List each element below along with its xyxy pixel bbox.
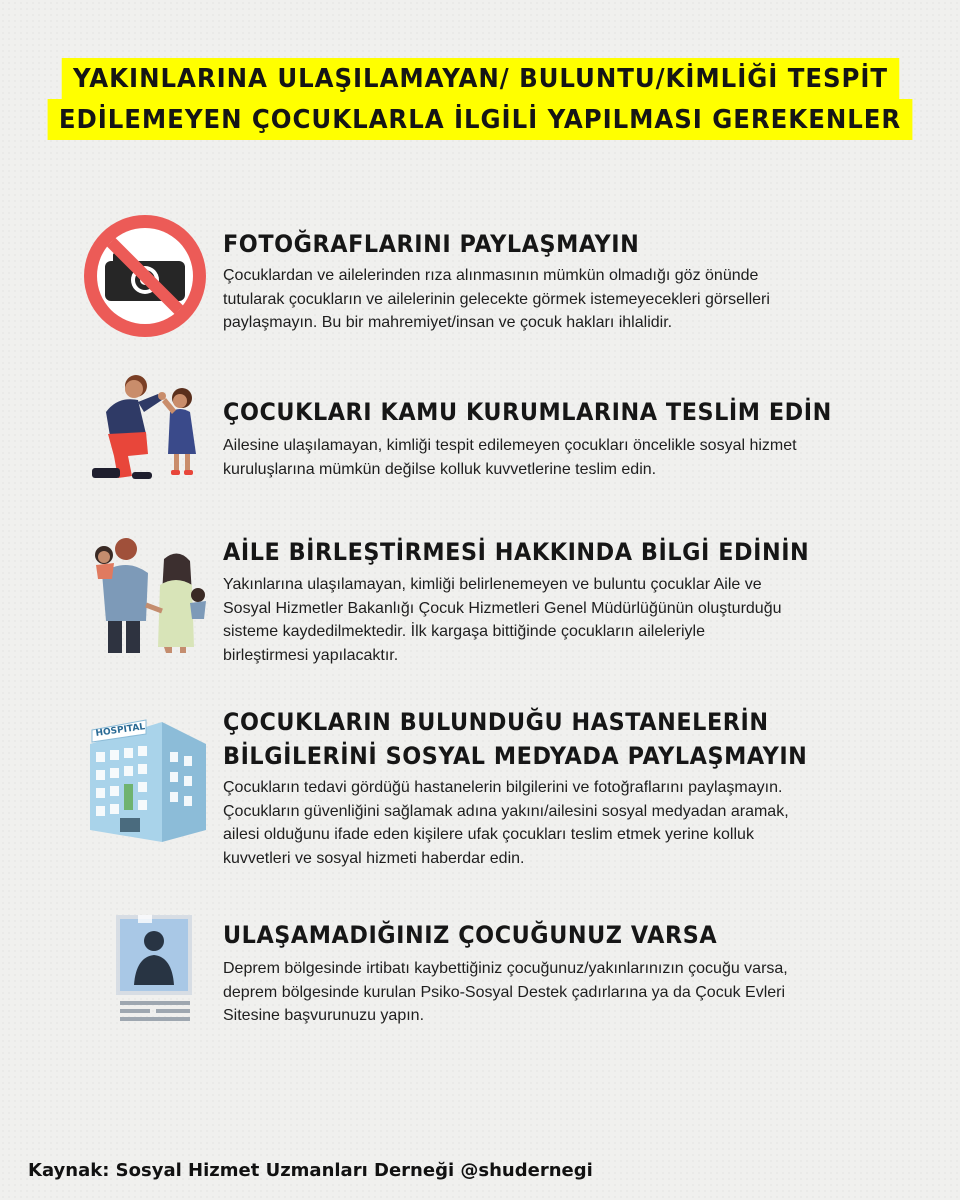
hospital-icon — [86, 718, 208, 842]
section-heading: FOTOĞRAFLARINI PAYLAŞMAYIN — [223, 230, 640, 258]
section-body-line: Yakınlarına ulaşılamayan, kimliği belirlenemeyen ve buluntu çocuklar Aile ve — [223, 576, 762, 593]
section-body-line: deprem bölgesinde kurulan Psiko-Sosyal Destek çadırlarına ya da Çocuk Evleri — [223, 983, 786, 1001]
source-credit: Kaynak: Sosyal Hizmet Uzmanları Derneği @shudernegi — [28, 1160, 593, 1181]
section-heading: ÇOCUKLARIN BULUNDUĞU HASTANELERİN — [223, 708, 769, 736]
no-camera-icon — [84, 215, 206, 337]
adult-with-child-icon — [88, 372, 208, 484]
family-icon — [92, 535, 210, 657]
title-line-2: EDİLEMEYEN ÇOCUKLARLA İLGİLİ YAPILMASI GEREKENLER — [48, 99, 913, 140]
missing-person-photo-icon — [116, 915, 194, 1023]
section-body-line: paylaşmayın. Bu bir mahremiyet/insan ve çocuk hakları ihlalidir. — [223, 314, 673, 331]
section-body-line: Sitesine başvurunuzu yapın. — [223, 1007, 425, 1024]
page-title — [0, 58, 960, 140]
section-body-line: kuvvetleri ve sosyal hizmeti haberdar edin. — [223, 849, 525, 867]
title-line-1: YAKINLARINA ULAŞILAMAYAN/ BULUNTU/KİMLİĞİ TESPİT — [61, 58, 899, 99]
section-body-line: Çocuklardan ve ailelerinden rıza alınmasının mümkün olmadığı göz önünde — [223, 267, 759, 284]
section-body-line: Çocukların güvenliğini sağlamak adına yakını/ailesini sosyal medyadan aramak, — [223, 802, 789, 820]
section-heading: BİLGİLERİNİ SOSYAL MEDYADA PAYLAŞMAYIN — [223, 742, 808, 770]
section-body-line: Deprem bölgesinde irtibatı kaybettiğiniz çocuğunuz/yakınlarınızın çocuğu varsa, — [223, 960, 788, 977]
section-body-line: ailesi olduğunu ifade eden kişilere ufak çocukları teslim etmek yerine kolluk — [223, 826, 754, 843]
section-body-line: Sosyal Hizmetler Bakanlığı Çocuk Hizmetleri Genel Müdürlüğünün oluşturduğu — [223, 599, 782, 617]
hospital-sign-text: HOSPITAL — [95, 722, 146, 739]
section-heading: ÇOCUKLARI KAMU KURUMLARINA TESLİM EDİN — [223, 398, 832, 426]
section-body-line: Çocukların tedavi gördüğü hastanelerin bilgilerini ve fotoğraflarını paylaşmayın. — [223, 779, 783, 796]
section-body-line: Ailesine ulaşılamayan, kimliği tespit edilemeyen çocukları öncelikle sosyal hizmet — [223, 437, 797, 454]
section-body-line: sisteme kaydedilmektedir. İlk kargaşa bittiğinde çocukların aileleriyle — [223, 623, 705, 640]
section-heading: ULAŞAMADIĞINIZ ÇOCUĞUNUZ VARSA — [223, 921, 718, 949]
section-body-line: birleştirmesi yapılacaktır. — [223, 646, 399, 664]
section-body-line: tutularak çocukların ve ailelerinin gelecekte görmek istemeyecekleri görselleri — [223, 290, 770, 308]
section-heading: AİLE BİRLEŞTİRMESİ HAKKINDA BİLGİ EDİNİN — [223, 538, 810, 566]
section-body-line: kuruluşlarına mümkün değilse kolluk kuvvetlerine teslim edin. — [223, 460, 657, 478]
